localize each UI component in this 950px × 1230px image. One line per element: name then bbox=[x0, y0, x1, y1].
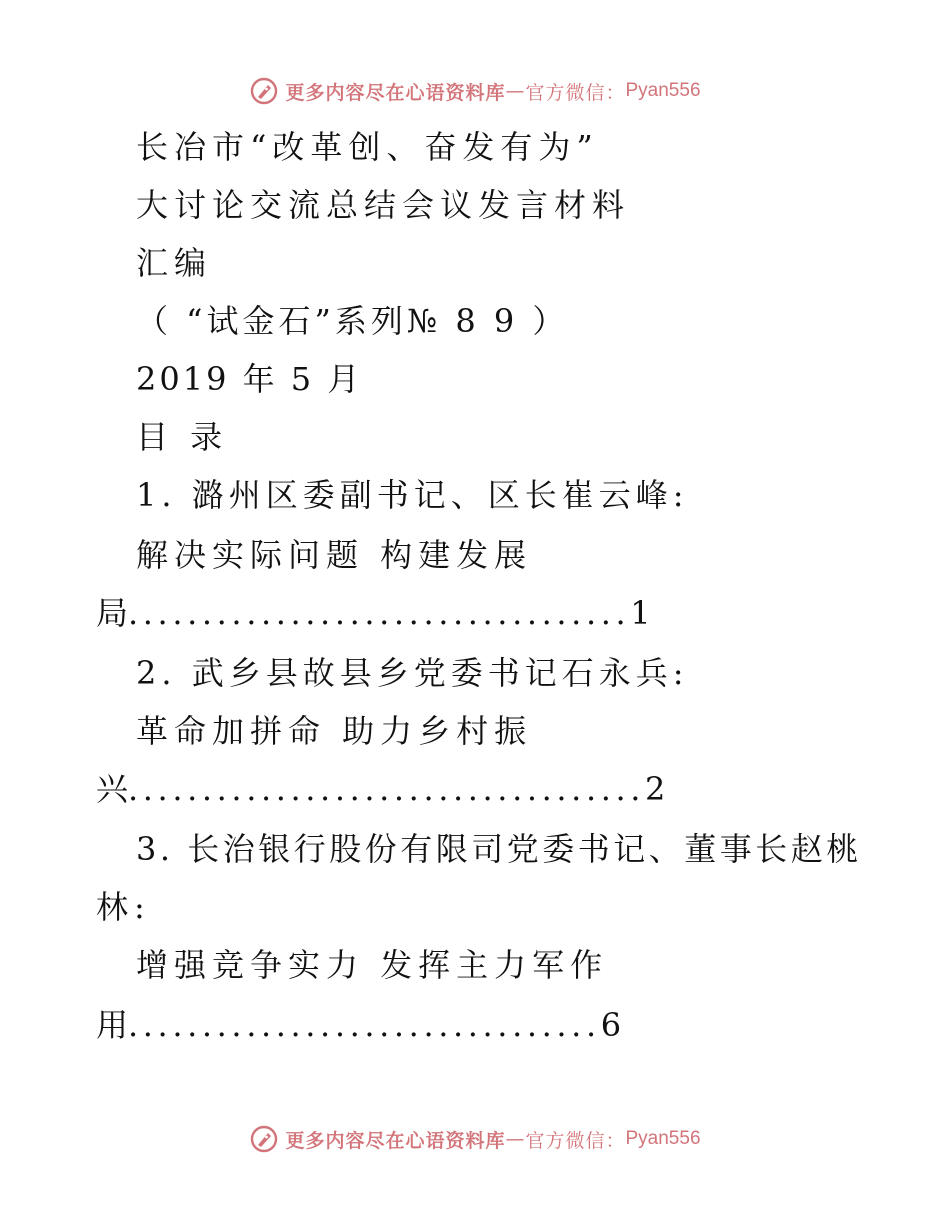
doc-title-line-1: 长冶市“改革创、奋发有为” bbox=[136, 128, 599, 166]
watermark-main-text: 更多内容尽在心语资料库 bbox=[285, 1129, 506, 1152]
doc-series: （ “试金石”系列№ 8 9 ） bbox=[136, 302, 569, 340]
toc-entry-1-topic: 解决实际问题 构建发展 bbox=[136, 536, 533, 574]
watermark-wechat-id: Pyan556 bbox=[625, 1128, 701, 1149]
watermark-wechat-id: Pyan556 bbox=[625, 80, 701, 101]
toc-entry-1-tail: 局 bbox=[96, 594, 129, 632]
toc-entry-3-topic: 增强竞争实力 发挥主力军作 bbox=[136, 946, 609, 984]
toc-entry-2-page: 2 bbox=[645, 770, 666, 808]
toc-entry-1-dots: .................................. bbox=[128, 594, 631, 632]
toc-entry-2-dots: ................................... bbox=[128, 770, 646, 808]
pen-nib-circle-icon bbox=[249, 1124, 279, 1154]
toc-entry-3-dots: ................................ bbox=[128, 1006, 601, 1044]
watermark-dash: — bbox=[505, 1128, 526, 1150]
toc-entry-2-speaker: 2. 武乡县故县乡党委书记石永兵: bbox=[136, 654, 689, 692]
toc-entry-1-page: 1 bbox=[630, 594, 651, 632]
toc-entry-2-tail: 兴 bbox=[96, 770, 129, 808]
toc-heading: 目 录 bbox=[136, 418, 229, 456]
watermark-sub-text: 官方微信： bbox=[525, 81, 626, 104]
toc-entry-1-speaker: 1. 潞州区委副书记、区长崔云峰: bbox=[136, 476, 689, 514]
toc-entry-3-tail: 用 bbox=[96, 1006, 129, 1044]
watermark-dash: — bbox=[505, 80, 526, 102]
watermark-header bbox=[0, 71, 950, 111]
toc-entry-3-leader bbox=[96, 1005, 621, 1045]
doc-title-line-2: 大讨论交流总结会议发言材料 bbox=[136, 186, 631, 224]
watermark-sub-text: 官方微信： bbox=[525, 1129, 626, 1152]
toc-entry-3-page: 6 bbox=[600, 1006, 622, 1044]
toc-entry-3-speaker: 3. 长治银行股份有限司党委书记、董事长赵桃 bbox=[136, 830, 862, 868]
watermark-footer bbox=[0, 1119, 950, 1159]
toc-entry-3-speaker-wrap: 林: bbox=[96, 888, 151, 926]
pen-nib-circle-icon bbox=[249, 76, 279, 106]
toc-entry-2-topic: 革命加拼命 助力乡村振 bbox=[136, 712, 533, 750]
watermark-main-text: 更多内容尽在心语资料库 bbox=[285, 81, 506, 104]
toc-entry-2-leader bbox=[96, 769, 665, 809]
doc-title-line-3: 汇编 bbox=[136, 244, 213, 282]
toc-entry-1-leader bbox=[96, 593, 651, 633]
doc-date: 2019 年 5 月 bbox=[136, 360, 363, 398]
